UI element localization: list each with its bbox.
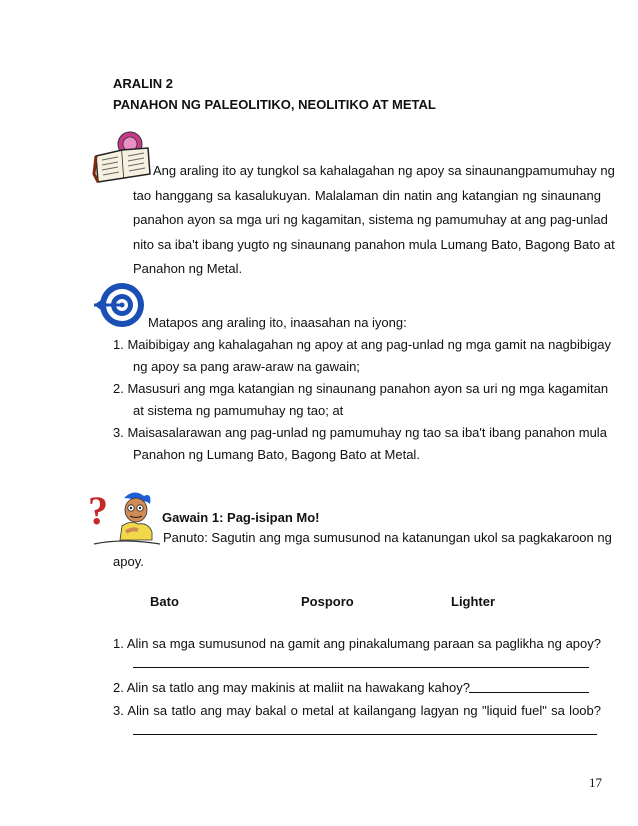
page-number: 17: [589, 775, 602, 790]
objectives-lead: Matapos ang araling ito, inaasahan na iyong:: [148, 315, 407, 330]
book-icon: [90, 130, 156, 186]
choice-lighter: Lighter: [451, 594, 496, 609]
intro-line-2: tao hanggang sa kasalukuyan. Malalaman din natin ang katangian ng sinaunang: [133, 188, 601, 203]
objective-3-line-2: Panahon ng Lumang Bato, Bagong Bato at Metal.: [133, 447, 420, 462]
intro-line-4: nito sa iba't ibang yugto ng sinaunang panahon mula Lumang Bato, Bagong Bato at: [133, 237, 615, 252]
objective-1-line-2: ng apoy sa pang araw-araw na gawain;: [133, 359, 360, 374]
thinking-person-icon: [86, 488, 162, 552]
choice-posporo: Posporo: [301, 594, 354, 609]
question-3: 3. Alin sa tatlo ang may bakal o metal at kailangang lagyan ng "liquid fuel" sa loob?: [113, 703, 601, 718]
target-icon: [92, 280, 148, 330]
activity-instructions-line-2: apoy.: [113, 554, 144, 569]
svg-text:?: ?: [88, 488, 108, 533]
intro-line-5: Panahon ng Metal.: [133, 261, 243, 276]
answer-blank-2[interactable]: [469, 692, 589, 693]
lesson-title: PANAHON NG PALEOLITIKO, NEOLITIKO AT METAL: [113, 97, 436, 112]
objective-2-line-2: at sistema ng pamumuhay ng tao; at: [133, 403, 344, 418]
objective-2-line-1: 2. Masusuri ang mga katangian ng sinaunang panahon ayon sa uri ng mga kagamitan: [113, 381, 609, 396]
question-1: 1. Alin sa mga sumusunod na gamit ang pinakalumang paraan sa paglikha ng apoy?: [113, 636, 601, 651]
answer-blank-1[interactable]: [133, 667, 589, 668]
lesson-label: ARALIN 2: [113, 76, 173, 91]
question-2: 2. Alin sa tatlo ang may makinis at maliit na hawakang kahoy?: [113, 680, 470, 695]
intro-line-1: Ang araling ito ay tungkol sa kahalagahan ng apoy sa sinaunangpamumuhay ng: [153, 163, 615, 178]
intro-line-3: panahon ayon sa mga uri ng kagamitan, sistema ng pamumuhay at ang pag-unlad: [133, 212, 608, 227]
objective-1-line-1: 1. Maibibigay ang kahalagahan ng apoy at ang pag-unlad ng mga gamit na nagbibigay: [113, 337, 611, 352]
activity-instructions-line-1: Panuto: Sagutin ang mga sumusunod na katanungan ukol sa pagkakaroon ng: [163, 530, 612, 545]
objective-3-line-1: 3. Maisasalarawan ang pag-unlad ng pamumuhay ng tao sa iba't ibang panahon mula: [113, 425, 607, 440]
choice-bato: Bato: [150, 594, 179, 609]
answer-blank-3[interactable]: [133, 734, 597, 735]
activity-title: Gawain 1: Pag-isipan Mo!: [162, 510, 320, 525]
